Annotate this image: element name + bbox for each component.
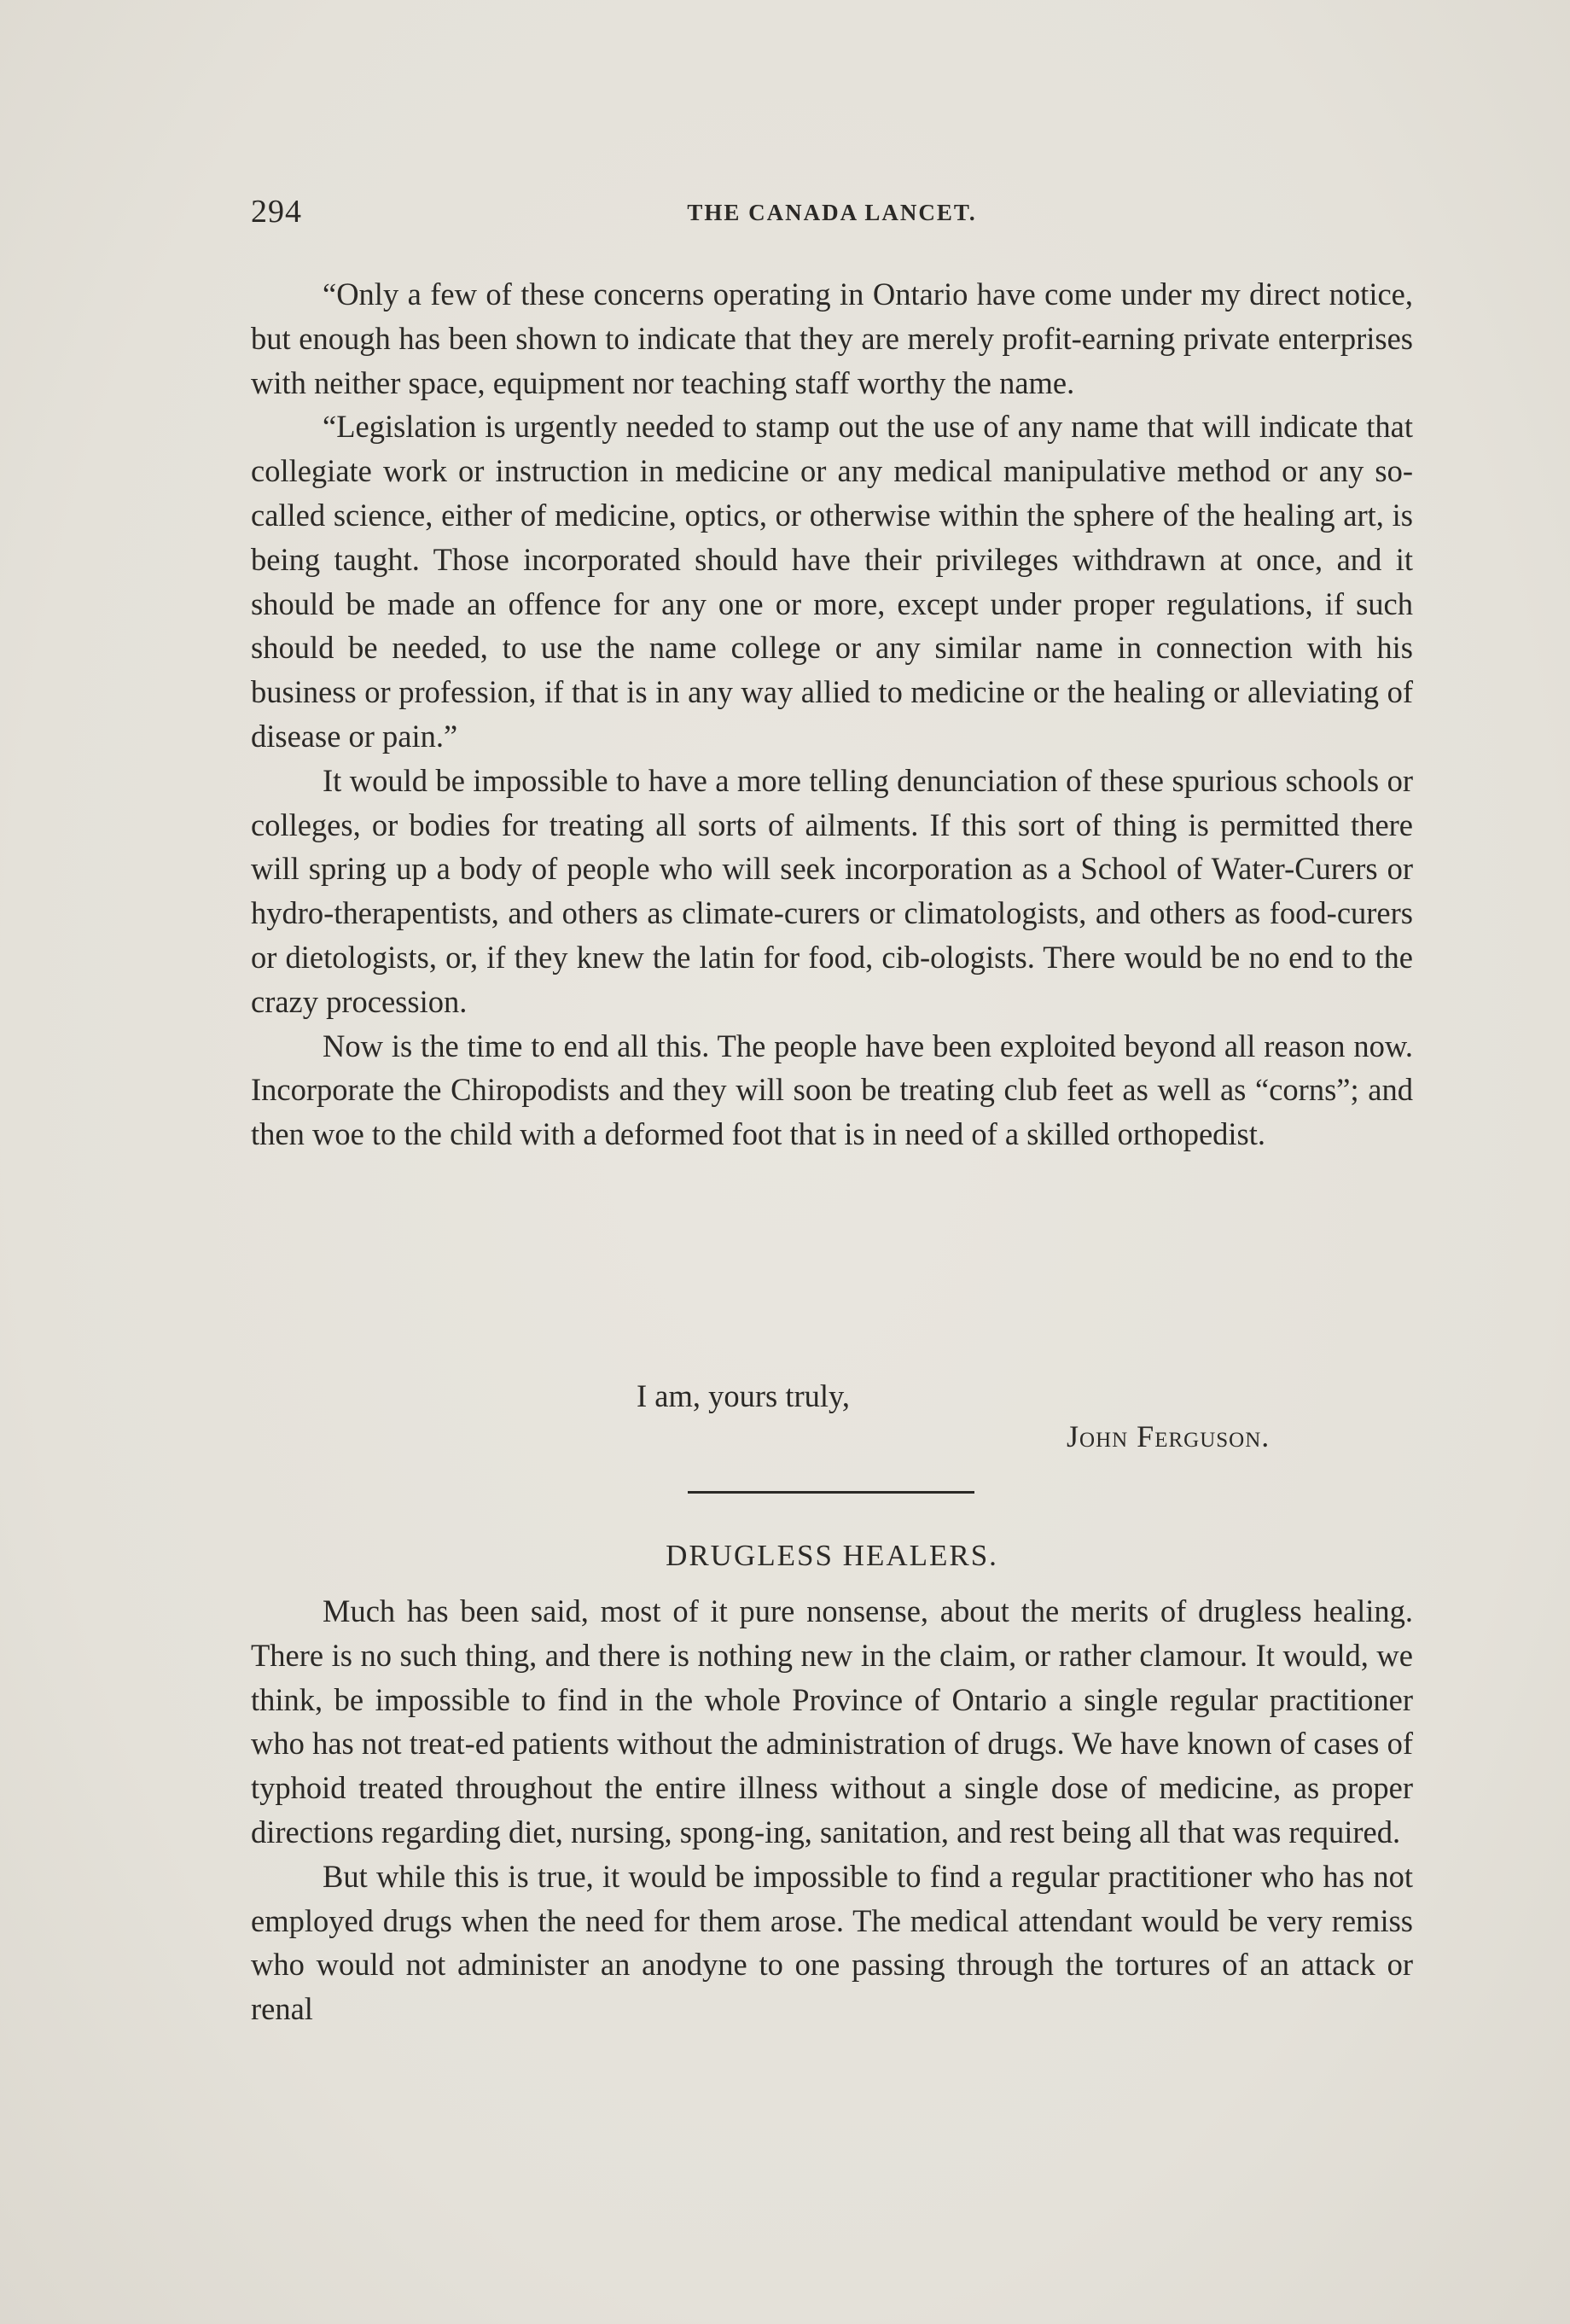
letter-closing: I am, yours truly, [637, 1378, 851, 1413]
section-divider [688, 1491, 974, 1494]
letter-paragraph-3: It would be impossible to have a more telling denunciation of these spurious schools or colleges, or bodies for treating all sorts of ailments. If this sort of thing is permitted there will spring up a body of people who will seek incorporation as a School of Water-Curers or hydro-therapentists, and others as climate-curers or climatologists, and others as food-curers or dietologists, or, if they knew the latin for food, cib-ologists. There would be no end to the crazy procession. [251, 762, 1413, 1019]
page-header [251, 193, 1413, 236]
letter-paragraph-4: Now is the time to end all this. The people have been exploited beyond all reason now. Incorporate the Chiropodists and they will soon be treating club feet as well as “corns”; and then woe to the child with a deformed foot that is in need of a skilled orthopedist. [251, 1028, 1413, 1152]
running-head: THE CANADA LANCET. [687, 200, 977, 225]
article-body [251, 1589, 1413, 2031]
article-title: DRUGLESS HEALERS. [666, 1539, 998, 1572]
letter-signature: John Ferguson. [1067, 1419, 1271, 1453]
letter-paragraph-1: “Only a few of these concerns operating in Ontario have come under my direct notice, but enough has been shown to indicate that they are merely profit-earning private enterprises with neither space, equipment nor teaching staff worthy the name. [251, 277, 1413, 400]
letter-paragraph-2: “Legislation is urgently needed to stamp out the use of any name that will indicate that collegiate work or instruction in medicine or any medical manipulative method or any so-called science, either of medicine, optics, or otherwise within the sphere of the healing art, is being taught. Those incorporated should have their privileges withdrawn at once, and it should be made an offence for any one or more, except under proper regulations, if such should be needed, to use the name college or any similar name in connection with his business or profession, if that is in any way allied to medicine or the healing or alleviating of disease or pain.” [251, 409, 1413, 754]
article-paragraph-1: Much has been said, most of it pure nonsense, about the merits of drugless healing. There is no such thing, and there is nothing new in the claim, or rather clamour. It would, we think, be impossible to find in the whole Province of Ontario a single regular practitioner who has not treat-ed patients without the administration of drugs. We have known of cases of typhoid treated throughout the entire illness without a single dose of medicine, as proper directions regarding diet, nursing, spong-ing, sanitation, and rest being all that was required. [251, 1593, 1413, 1849]
page-number: 294 [251, 194, 302, 230]
article-paragraph-2: But while this is true, it would be impossible to find a regular practitioner who has not employed drugs when the need for them arose. The medical attendant would be very remiss who would not administer an anodyne to one passing through the tortures of an attack or renal [251, 1858, 1413, 2027]
letter-body [251, 272, 1413, 1156]
